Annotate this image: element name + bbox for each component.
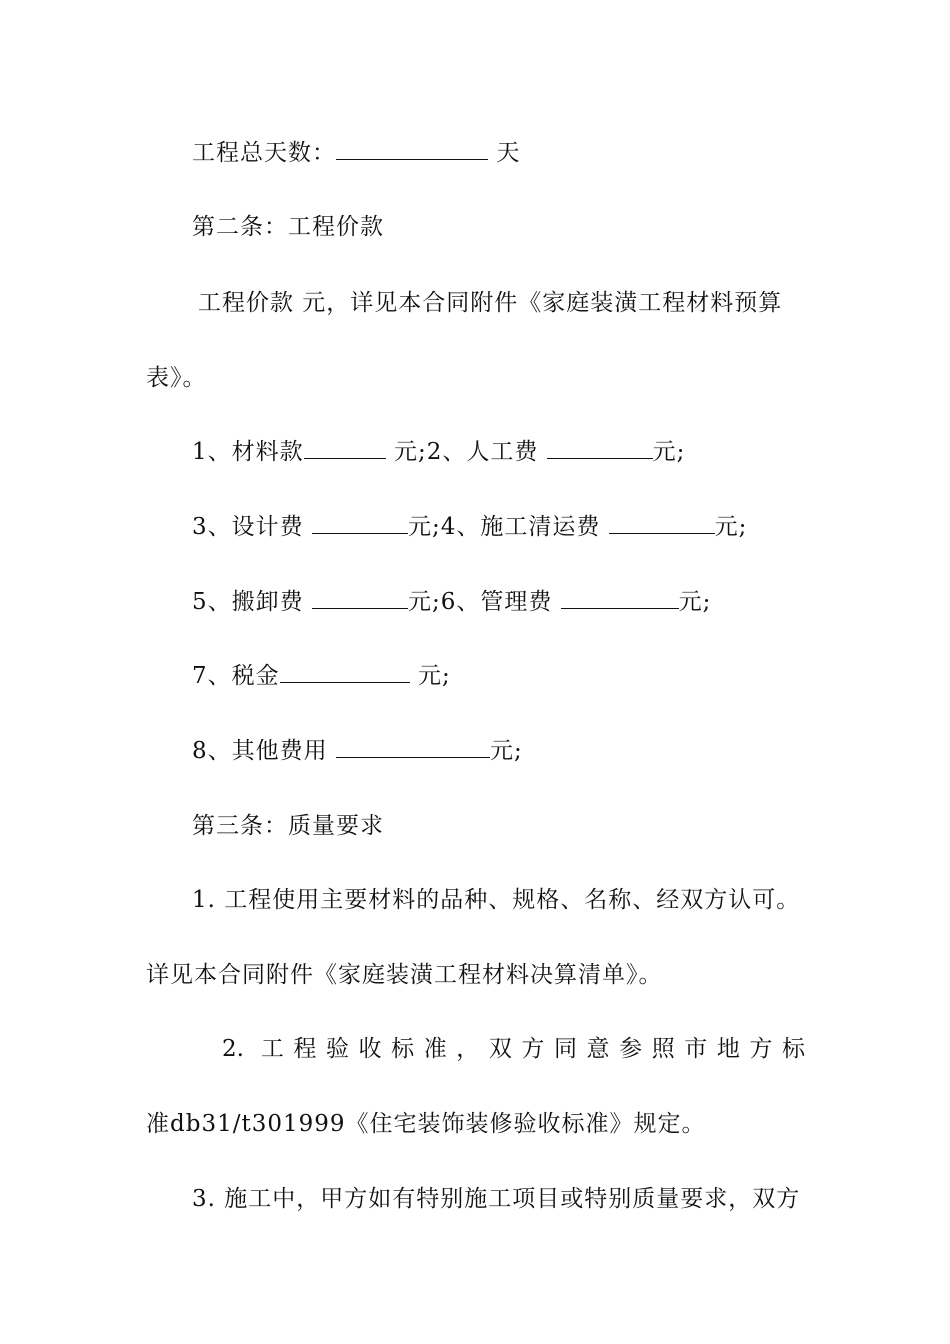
quality-item-2-line-1: 2. 工程验收标准，双方同意参照市地方标 (222, 1036, 805, 1062)
other-fee-label: 8、其他费用 (192, 738, 328, 764)
other-fee-blank (336, 739, 490, 758)
other-fee-unit: 元; (489, 738, 523, 764)
article-2-heading: 第二条：工程价款 (192, 214, 384, 240)
total-days-line (192, 139, 520, 167)
price-paragraph-line-1: 工程价款 元，详见本合同附件《家庭装潢工程材料预算 (198, 290, 783, 316)
cleanup-fee-label: 元;4、施工清运费 (407, 514, 601, 540)
tax-unit: 元; (417, 663, 451, 689)
tax-line (192, 662, 451, 690)
management-fee-label: 元;6、管理费 (407, 589, 553, 615)
price-paragraph-line-2: 表》。 (146, 365, 207, 391)
fee-line-2 (192, 513, 747, 541)
material-fee-blank (304, 440, 386, 459)
fee-line-1 (192, 438, 685, 466)
total-days-unit: 天 (496, 140, 521, 166)
quality-item-1-line-1: 1. 工程使用主要材料的品种、规格、名称、经双方认可。 (192, 887, 801, 913)
cleanup-fee-unit: 元; (714, 514, 748, 540)
tax-label: 7、税金 (192, 663, 280, 689)
cleanup-fee-blank (609, 515, 715, 534)
total-days-label: 工程总天数： (192, 140, 336, 166)
fee-line-3 (192, 588, 711, 616)
material-fee-label: 1、材料款 (192, 439, 304, 465)
moving-fee-blank (312, 590, 408, 609)
design-fee-label: 3、设计费 (192, 514, 304, 540)
design-fee-blank (312, 515, 408, 534)
quality-item-2-line-2: 准db31/t301999《住宅装饰装修验收标准》规定。 (146, 1111, 706, 1137)
other-fee-line (192, 737, 523, 765)
moving-fee-label: 5、搬卸费 (192, 589, 304, 615)
management-fee-unit: 元; (678, 589, 712, 615)
total-days-blank (336, 141, 488, 160)
labor-fee-blank (547, 440, 653, 459)
labor-fee-unit: 元; (652, 439, 686, 465)
management-fee-blank (561, 590, 679, 609)
labor-fee-label: 元;2、人工费 (393, 439, 539, 465)
article-3-heading: 第三条：质量要求 (192, 813, 384, 839)
quality-item-1-line-2: 详见本合同附件《家庭装潢工程材料决算清单》。 (146, 962, 663, 988)
tax-blank (280, 664, 410, 683)
quality-item-3-line-1: 3. 施工中，甲方如有特别施工项目或特别质量要求，双方 (192, 1186, 801, 1212)
